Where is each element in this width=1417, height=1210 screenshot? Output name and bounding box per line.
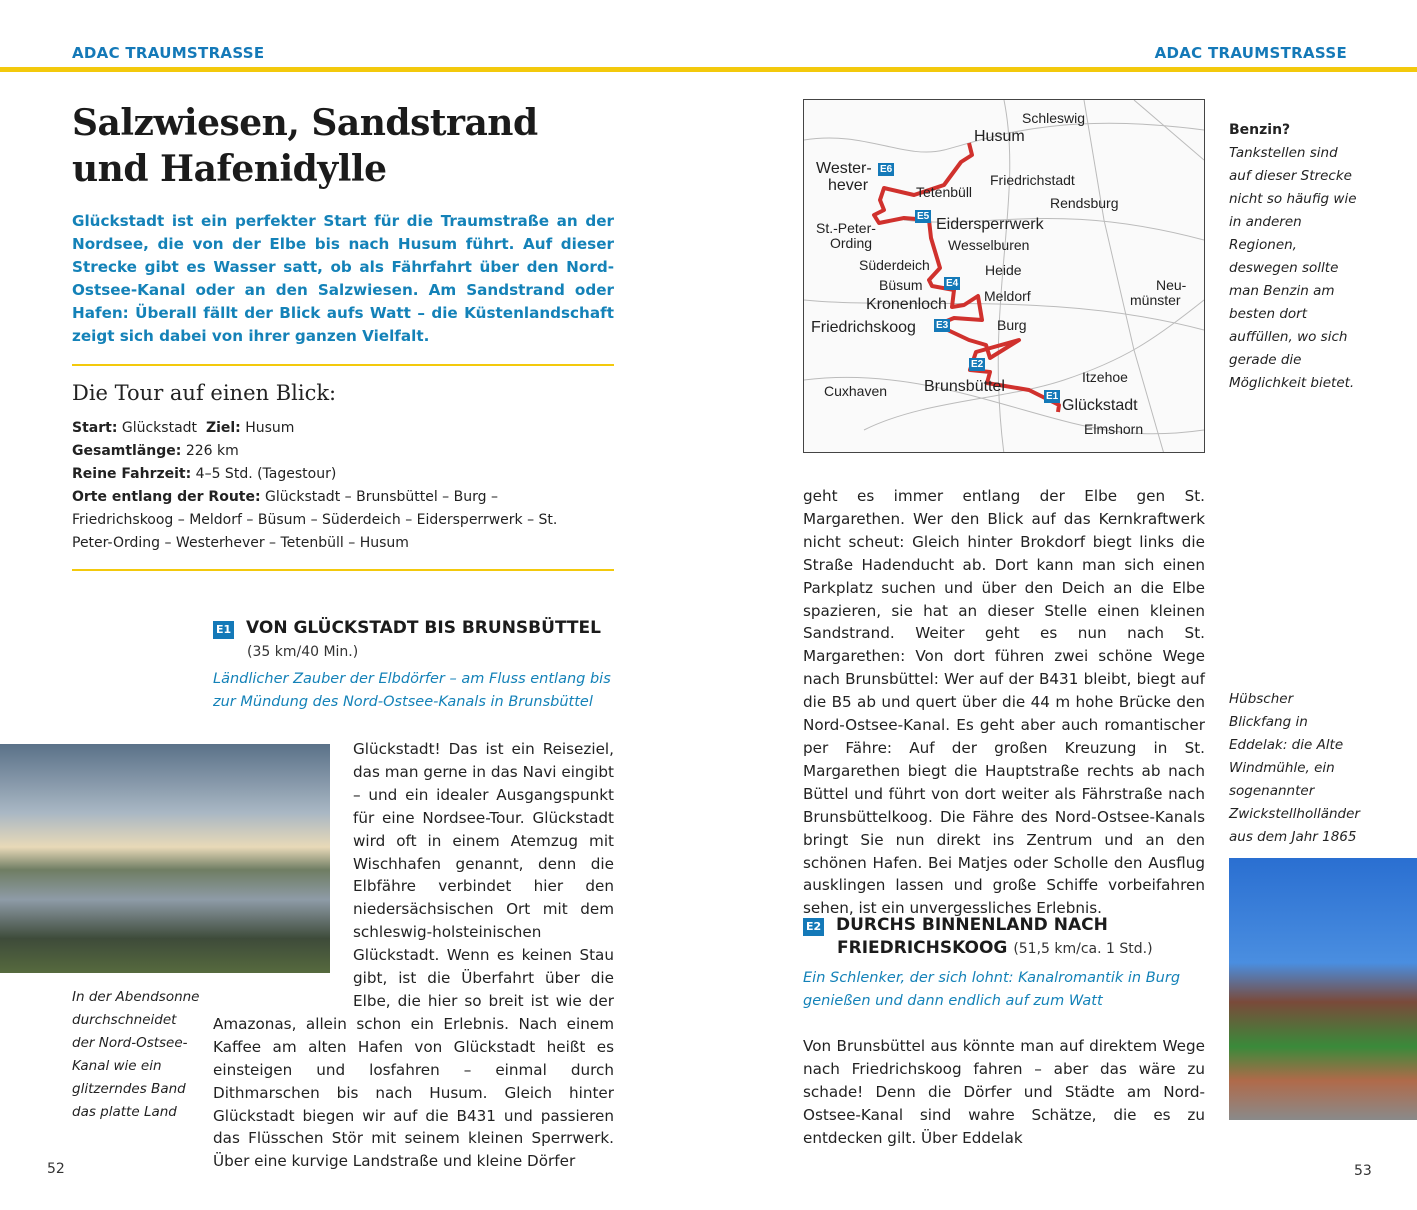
lead-paragraph: Glückstadt ist ein perfekter Start für die Traumstraße an der Nordsee, die von der Elbe bis nach Husum führt. Auf dieser Strecke gibt es Wasser satt, ob als Fährfahrt über den Nord-Ostsee-Kanal oder an den Salzwiesen. Am Sandstrand oder Hafen: Überall fällt der Blick aufs Watt – die Küstenlandschaft zeigt sich dabei von ihrer ganzen Vielfalt.: [72, 212, 614, 345]
section-e2-body: Von Brunsbüttel aus könnte man auf direktem Wege nach Friedrichskoog fahren – aber das wäre zu schade! Denn die Dörfer und Städte am Nord-Ostsee-Kanal sind wahre Schätze, die es zu entdecken gilt. Über Eddelak: [803, 1037, 1205, 1147]
map-label: Schleswig: [1022, 110, 1086, 126]
time-value: 4–5 Std. (Tagestour): [195, 466, 337, 482]
map-label: Elmshorn: [1084, 421, 1144, 437]
photo-caption-left: In der Abendsonne durchschneidet der Nord-Ostsee-Kanal wie ein glitzerndes Band das platte Land: [72, 989, 200, 1120]
sidebar-heading: Benzin?: [1229, 122, 1291, 138]
map-label: Heide: [985, 262, 1022, 278]
places-value: Glückstadt – Brunsbüttel – Burg – Friedrichskoog – Meldorf – Büsum – Süderdeich – Eidersperrwerk – St. Peter-Ording – Westerhever – Tetenbüll – Husum: [72, 489, 558, 551]
running-head-right: ADAC TRAUMSTRASSE: [1154, 44, 1347, 62]
route-map: [803, 99, 1205, 453]
stage-marker: E2: [971, 359, 984, 370]
overview-facts: [72, 417, 612, 555]
map-label: Friedrichskoog: [811, 319, 916, 336]
stage-badge: E1: [213, 621, 234, 639]
map-label: Meldorf: [984, 288, 1031, 304]
section-e1-continued: geht es immer entlang der Elbe gen St. Margarethen. Wer den Blick auf das Kernkraftwerk nicht scheut: Gleich hinter Brokdorf biegt links die Straße Hadenducht ab. Dort kann man sich einen Parkplatz suchen und über den Deich an die Elbe spazieren, sie hat an dieser Stelle einen kleinen Sandstrand. Weiter geht es nun nach St. Margarethen: Von dort führen zwei schöne Wege nach Brunsbüttel: Wer auf der B431 bleibt, biegt auf die B5 ab und quert über die 44 m hohe Brücke den Nord-Ostsee-Kanal. Es geht aber auch romantischer per Fähre: Auf der großen Kreuzung in St. Margarethen biegt die Hauptstraße rechts ab nach Büttel und führt von dort weiter als Fährstraße nach Brunsbüttelkoog. Die Fähre des Nord-Ostsee-Kanals bringt Sie nun direkt ins Zentrum und an den schönen Hafen. Bei Matjes oder Scholle den Ausflug ausklingen lassen und große Schiffe vorbeifahren sehen, ist ein unvergessliches Erlebnis.: [803, 487, 1205, 918]
map-label: Cuxhaven: [824, 383, 888, 399]
stage-marker: E5: [917, 211, 930, 222]
length-value: 226 km: [185, 443, 239, 459]
section-e1-body: [213, 738, 614, 1173]
stage-badge: E2: [803, 918, 824, 936]
map-label: Süderdeich: [859, 257, 930, 273]
map-label: Wester-: [816, 160, 872, 177]
divider: [72, 364, 614, 366]
map-label: Friedrichstadt: [990, 172, 1075, 188]
map-label: hever: [828, 177, 869, 194]
section-teaser: Ländlicher Zauber der Elbdörfer – am Fluss entlang bis zur Mündung des Nord-Ostsee-Kanals in Brunsbüttel: [213, 671, 611, 710]
section-subtitle: (51,5 km/ca. 1 Std.): [1013, 941, 1153, 957]
length-label: Gesamtlänge:: [72, 443, 182, 459]
map-label: Husum: [974, 128, 1025, 145]
windmill-photo: [1229, 858, 1417, 1120]
map-label: münster: [1130, 292, 1181, 308]
map-label: Rendsburg: [1050, 195, 1119, 211]
section-title: VON GLÜCKSTADT BIS BRUNSBÜTTEL: [246, 618, 601, 638]
sidebar-tip: [1229, 119, 1359, 395]
map-label: Kronenloch: [866, 296, 947, 313]
page-title: [72, 100, 612, 192]
start-label: Start:: [72, 420, 118, 436]
header-rule: [0, 67, 1417, 72]
time-label: Reine Fahrzeit:: [72, 466, 192, 482]
ziel-value: Husum: [245, 420, 295, 436]
map-label: Tetenbüll: [916, 184, 973, 200]
stage-marker: E6: [880, 164, 893, 175]
ziel-label: Ziel:: [205, 420, 241, 436]
running-head-left: ADAC TRAUMSTRASSE: [72, 44, 265, 62]
title-line-1: Salzwiesen, Sandstrand: [72, 102, 538, 144]
sidebar-text: Tankstellen sind auf dieser Strecke nicht so häufig wie in anderen Regionen, deswegen sollte man Benzin am besten dort auffüllen, wo sich gerade die Möglichkeit bietet.: [1229, 145, 1357, 391]
title-line-2: und Hafenidylle: [72, 148, 387, 190]
section-title-line-1: DURCHS BINNENLAND NACH: [836, 915, 1108, 935]
map-label: Neu-: [1156, 277, 1187, 293]
map-label: Itzehoe: [1082, 369, 1128, 385]
body-text: Glückstadt! Das ist ein Reiseziel, das man gerne in das Navi eingibt – und ein idealer Ausgangspunkt für eine Nordsee-Tour. Glückstadt wird oft in einem Atemzug mit Wischhafen genannt, denn die Elbfähre verbindet hier den niedersächsischen Ort mit dem schleswig-holsteinischen Glückstadt. Wenn es keinen Stau gibt, ist die Überfahrt über die Elbe, die hier so breit ist wie der Amazonas, allein schon ein Erlebnis. Nach einem Kaffee am alten Hafen von Glückstadt heißt es einsteigen und losfahren – einmal durch Dithmarschen bis nach Husum. Gleich hinter Glückstadt biegen wir auf die B431 und passieren das Flüsschen Stör mit seinem kleinen Sperrwerk. Über eine kurvige Landstraße und kleine Dörfer: [213, 740, 614, 1171]
page-number-right: 53: [1354, 1163, 1372, 1179]
divider: [72, 569, 614, 571]
start-value: Glückstadt: [121, 420, 198, 436]
photo-caption-right: Hübscher Blickfang in Eddelak: die Alte Windmühle, ein sogenannter Zwickstellholländer aus dem Jahr 1865: [1229, 691, 1360, 845]
stage-marker: E1: [1046, 391, 1059, 402]
map-label: Ording: [830, 235, 873, 251]
section-subtitle: (35 km/40 Min.): [247, 644, 359, 660]
section-title-line-2: FRIEDRICHSKOOG: [837, 938, 1008, 958]
section-teaser: Ein Schlenker, der sich lohnt: Kanalromantik in Burg genießen und dann endlich auf zum Watt: [803, 970, 1181, 1009]
page-number-left: 52: [47, 1161, 65, 1177]
stage-marker: E4: [946, 278, 959, 289]
stage-marker: E3: [936, 320, 949, 331]
places-label: Orte entlang der Route:: [72, 489, 261, 505]
map-label: Glückstadt: [1062, 397, 1138, 414]
map-label: St.-Peter-: [816, 220, 876, 236]
map-label: Eidersperrwerk: [936, 216, 1044, 233]
map-label: Büsum: [879, 277, 923, 293]
map-label: Burg: [997, 317, 1027, 333]
map-label: Wesselburen: [948, 237, 1030, 253]
section-e1-header: [213, 617, 613, 714]
section-e2-header: [803, 914, 1205, 1013]
map-label: Brunsbüttel: [924, 378, 1005, 395]
overview-heading: Die Tour auf einen Blick:: [72, 381, 337, 405]
